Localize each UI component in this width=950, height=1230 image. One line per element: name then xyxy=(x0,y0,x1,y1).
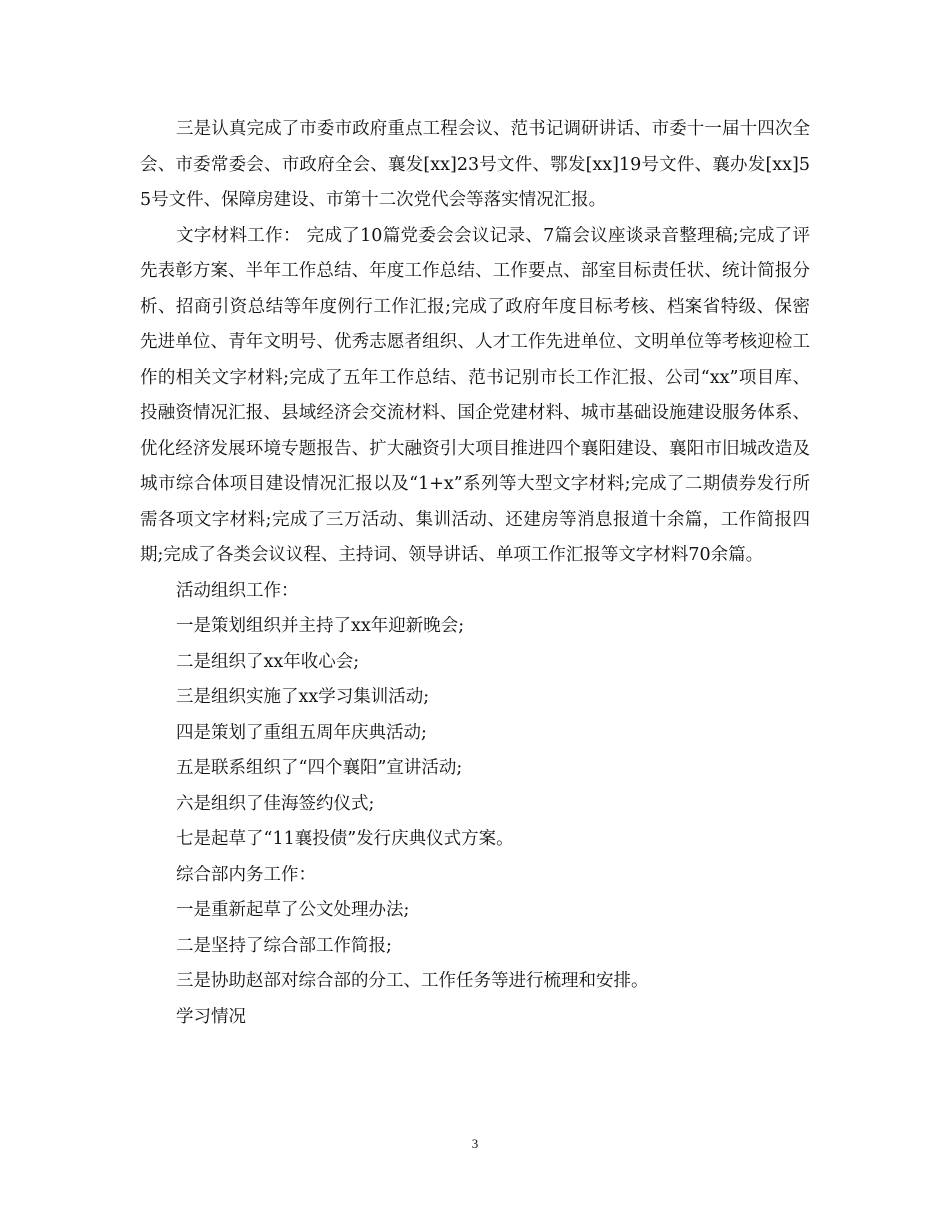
list-item: 七是起草了“11襄投债”发行庆典仪式方案。 xyxy=(176,829,514,849)
list-item: 二是坚持了综合部工作简报; xyxy=(176,935,392,956)
list-item: 一是重新起草了公文处理办法; xyxy=(176,900,410,920)
list-item: 四是策划了重组五周年庆典活动; xyxy=(176,722,427,743)
heading-study: 学习情况 xyxy=(176,1006,246,1027)
list-item: 一是策划组织并主持了xx年迎新晚会; xyxy=(176,616,465,636)
list-item: 三是协助赵部对综合部的分工、工作任务等进行梳理和安排。 xyxy=(176,971,649,991)
list-item: 六是组织了佳海签约仪式; xyxy=(176,793,375,814)
document-body xyxy=(140,112,810,1035)
list-item: 二是组织了xx年收心会; xyxy=(176,651,360,672)
heading-internal-affairs: 综合部内务工作： xyxy=(176,864,316,885)
paragraph-writing-work: 文字材料工作： 完成了10篇党委会会议记录、7篇会议座谈录音整理稿;完成了评先表彰方案、半年工作总结、年度工作总结、工作要点、部室目标责任状、统计简报分析、招商引资总结等年度例行工作汇报;完成了政府年度目标考核、档案省特级、保密先进单位、青年文明号、优秀志愿者组织、人才工作先进单位、文明单位等考核迎检工作的相关文字材料;完成了五年工作总结、范书记别市长工作汇报、公司“xx”项目库、投融资情况汇报、县域经济会交流材料、国企党建材料、城市基础设施建设服务体系、优化经济发展环境专题报告、扩大融资引大项目推进四个襄阳建设、襄阳市旧城改造及城市综合体项目建设情况汇报以及“1+x”系列等大型文字材料;完成了二期债券发行所需各项文字材料;完成了三万活动、集训活动、还建房等消息报道十余篇，工作简报四期;完成了各类会议议程、主持词、领导讲话、单项工作汇报等文字材料70余篇。 xyxy=(140,225,810,565)
heading-activity-organization: 活动组织工作： xyxy=(176,580,299,601)
list-item: 五是联系组织了“四个襄阳”宣讲活动; xyxy=(176,758,463,778)
page-number: 3 xyxy=(471,1136,479,1151)
list-item: 三是组织实施了xx学习集训活动; xyxy=(176,687,430,707)
paragraph-report-summary: 三是认真完成了市委市政府重点工程会议、范书记调研讲话、市委十一届十四次全会、市委常委会、市政府全会、襄发[xx]23号文件、鄂发[xx]19号文件、襄办发[xx]55号文件、保障房建设、市第十二次党代会等落实情况汇报。 xyxy=(140,119,810,210)
